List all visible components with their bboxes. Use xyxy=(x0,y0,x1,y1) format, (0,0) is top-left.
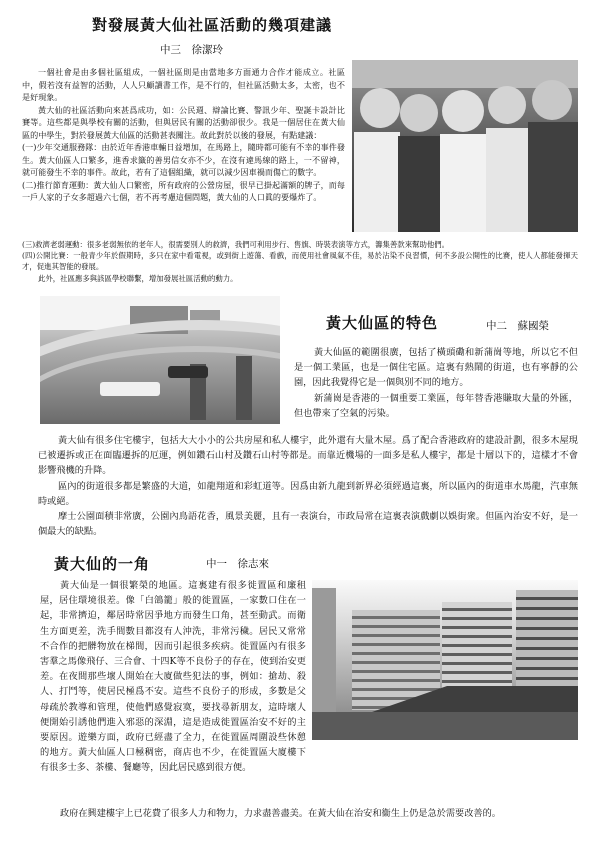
article2-para: 黃大仙區的範圍很廣，包括了橫頭磡和新蒲崗等地，所以它不但是一個工業區，也是一個住宅區。這裏有熱鬧的街道，也有寧靜的公園，因此我覺得它是一個與別不同的地方。 xyxy=(294,347,578,389)
article2-para: 新蒲崗是香港的一個重要工業區，每年替香港賺取大量的外匯，但也帶來了空氣的污染。 xyxy=(294,392,578,419)
article2-body-wide xyxy=(38,433,578,539)
article2-para: 區內的街道很多都是繁盛的大道，如龍翔道和彩虹道等。因爲由新九龍到新界必須經過這裏，所以區內的街道車水馬龍，汽車無時或絕。 xyxy=(38,480,578,507)
article3-body-wide xyxy=(40,806,578,821)
article1-para: 黃大仙的社區活動向來甚爲成功，如：公民週、辯論比賽、警訊少年、聖誕卡設計比賽等。這些都是與學校有關的活動，但與居民有關的活動卻很少。我是一個居住在黃大仙區的中學生，對於發展黃大仙區的活動甚表關注。故此對於以後的發展，有點建議： xyxy=(22,104,345,140)
article3-para: 政府在興建樓宇上已花費了很多人力和物力，力求盡善盡美。在黃大仙在治安和衞生上仍是急於需要改善的。 xyxy=(60,808,501,819)
article1-para: (二)推行節育運動：黃大仙人口繁密，所有政府的公營房屋，很早已掛起滿額的牌子，而每一戶人家的子女多超過六七個，若不再考慮這個問題，黃大仙的人口眞的要爆炸了。 xyxy=(22,179,345,202)
article3-title: 黃大仙的一角 xyxy=(54,555,151,573)
article2-para: 摩士公園面積非常廣，公園內鳥語花香，風景美麗，且有一表演台，市政局常在這裏表演戲劇以娛街衆。但區內治安不好，是一個最大的缺點。 xyxy=(38,511,578,538)
students-photo xyxy=(352,60,578,232)
article3-body xyxy=(40,578,306,776)
article3-byline: 中一 徐志來 xyxy=(206,558,269,570)
article3-para: 黃大仙是一個很繁榮的地區。這裏建有很多徙置區和廉租屋，居住環境很差。像「白鴿籠」般的徙置區，一家數口住在一起，非常擠迫，鄰居時常因爭地方而發生口角，甚至動武。而衛生方面更差，洗手間數目都沒有人沖洗，非常污穢。居民又常常不合作的把髒物放在梯間，因而引起很多疾病。徙置區內有很多害羣之馬像飛仔、三合會、十四K等不良份子的存在，使到治安更差。在夜間那些壞人開始在大廈做些犯法的事，例如：搶劫、殺人、打鬥等，使居民極爲不安。這些不良份子的形成，多數是父母疏於教導和管理，使他們感覺寂寞，要找尋新朋友，這時壞人便開始引誘他們進入邪惡的深淵，這是造成徙置區治安不好的主要原因。遊樂方面，政府已經盡了全力，在徙置區周圍設些休憩的地方。黃大仙區人口極稠密，商店也不少，在徙置區大廈樓下有很多士多、茶樓、餐廳等，因此居民感到很方便。 xyxy=(40,580,306,774)
article1-title: 對發展黃大仙社區活動的幾項建議 xyxy=(92,16,333,34)
article2-body xyxy=(294,345,578,421)
article1-body xyxy=(22,66,345,204)
article1-para: (三)救濟老弱運動：很多老弱無依的老年人，很需要別人的救濟，我們可利用步行、售旗、時裝表演等方式，籌集善款來幫助他們。 xyxy=(22,240,450,249)
article2-byline: 中二 蘇國榮 xyxy=(486,320,549,332)
article1-para: (一)少年交通服務隊：由於近年香港車輛日益增加，在馬路上，隨時都可能有不幸的事件發生。黃大仙區人口繁多，進香求籤的善男信女亦不少，在沒有違馬線的路上，一不留神，就可能發生不幸的事件。故此，若有了這個組織，就可以減少因車禍而傷亡的數字。 xyxy=(22,142,345,177)
article1-para: 一個社會是由多個社區組成，一個社區則是由當地多方面通力合作才能成立。社區中，假若沒有益智的活動，人人只顧讀書工作，是不行的，但社區活動太多，太密，也不是好現象。 xyxy=(22,67,345,102)
article1-para: (四)公開比賽：一般青少年於假期時，多只在家中看電視，或到街上遊蕩、看戲，而使用社會風氣不佳，易於沾染不良習慣，何不多設公開性的比賽，使人人都能發揮天才，促進其智能的發展。 xyxy=(22,251,578,272)
article1-body-wide xyxy=(22,239,578,284)
article1-byline: 中三 徐潔玲 xyxy=(160,44,223,56)
housing-estate-photo xyxy=(312,580,578,740)
article1-para: 此外，社區應多與該區學校聯繫，增加發展社區活動的動力。 xyxy=(38,273,238,283)
article2-para: 黃大仙有很多住宅樓宇，包括大大小小的公共房屋和私人樓宇，此外還有大量木屋。爲了配合香港政府的建設計劃，很多木屋現已被遷拆或正在面臨遷拆的厄運，例如鑽石山村及鑽石山村等都是。而靠近機場的一面多是私人樓宇，都是十層以下的，這樣才不會影響飛機的升降。 xyxy=(38,435,578,477)
article2-title: 黃大仙區的特色 xyxy=(326,314,439,332)
flyover-photo xyxy=(40,296,280,424)
